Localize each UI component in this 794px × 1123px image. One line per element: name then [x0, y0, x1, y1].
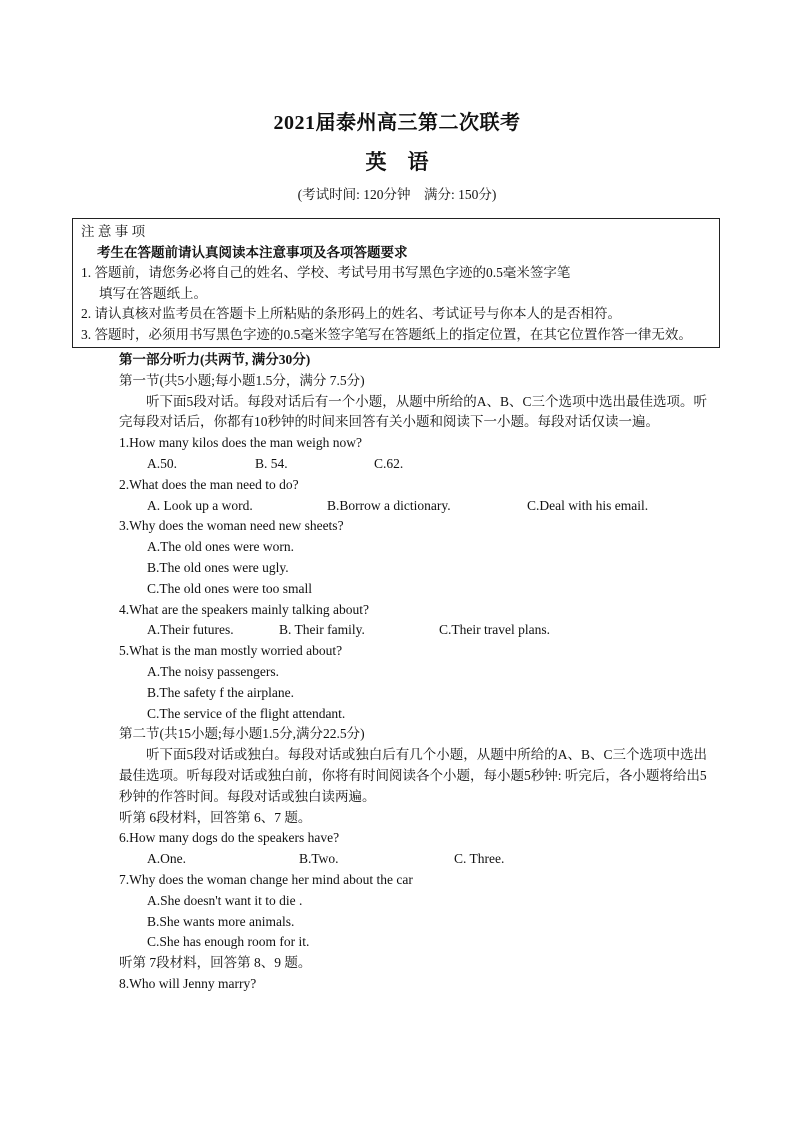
notice-subheading: 考生在答题前请认真阅读本注意事项及各项答题要求	[97, 244, 408, 260]
part1-heading: 第一部分听力(共两节, 满分30分)	[119, 352, 311, 367]
material-6-label: 听第 6段材料，回答第 6、7 题。	[119, 809, 312, 825]
question-1-options	[119, 454, 709, 475]
q3-option-a: A.The old ones were worn.	[147, 539, 294, 555]
notice-item-2: 2. 请认真核对监考员在答题卡上所粘贴的条形码上的姓名、考试证号与你本人的是否相符。	[81, 306, 621, 321]
q2-option-b: B.Borrow a dictionary.	[327, 497, 451, 513]
q1-option-c: C.62.	[374, 455, 404, 471]
question-4-options	[119, 620, 709, 641]
question-7: 7.Why does the woman change her mind about the car	[119, 871, 413, 887]
q7-option-b: B.She wants more animals.	[147, 913, 295, 929]
question-1: 1.How many kilos does the man weigh now?	[119, 435, 362, 451]
question-2: 2.What does the man need to do?	[119, 476, 299, 492]
question-6-options	[119, 849, 709, 870]
notice-box	[72, 218, 720, 348]
exam-title: 2021届泰州高三第二次联考	[273, 112, 521, 134]
q4-option-b: B. Their family.	[279, 622, 365, 638]
listening-section	[119, 350, 709, 995]
section2-heading: 第二节(共15小题;每小题1.5分,满分22.5分)	[119, 726, 365, 742]
subject-title: 英 语	[365, 150, 429, 174]
notice-item-1-cont: 填写在答题纸上。	[99, 285, 207, 301]
q4-option-c: C.Their travel plans.	[439, 622, 550, 638]
q3-option-c: C.The old ones were too small	[147, 580, 312, 596]
q6-option-b: B.Two.	[299, 851, 339, 867]
question-2-options	[119, 496, 709, 517]
q7-option-c: C.She has enough room for it.	[147, 934, 310, 950]
notice-item-3: 3. 答题时，必须用书写黑色字迹的0.5毫米签字笔写在答题纸上的指定位置，在其它位置作答一律无效。	[81, 326, 692, 342]
q4-option-a: A.Their futures.	[147, 622, 234, 638]
section2-instructions: 听下面5段对话或独白。每段对话或独白后有几个小题，从题中所给的A、B、C三个选项中选出最佳选项。听每段对话或独白前，你将有时间阅读各个小题，每小题5秒钟: 听完后，各小题将给出5秒钟的作答时间。每段对话或独白读两遍。	[119, 747, 708, 804]
question-5: 5.What is the man mostly worried about?	[119, 643, 343, 659]
q1-option-a: A.50.	[147, 455, 177, 471]
q5-option-c: C.The service of the flight attendant.	[147, 705, 346, 721]
exam-info: (考试时间: 120分钟 满分: 150分)	[297, 187, 497, 202]
q1-option-b: B. 54.	[255, 455, 288, 471]
q2-option-a: A. Look up a word.	[147, 497, 253, 513]
q3-option-b: B.The old ones were ugly.	[147, 559, 289, 575]
q6-option-c: C. Three.	[454, 851, 505, 867]
question-6: 6.How many dogs do the speakers have?	[119, 830, 340, 846]
q6-option-a: A.One.	[147, 851, 186, 867]
section1-heading: 第一节(共5小题;每小题1.5分，满分 7.5分)	[119, 372, 365, 388]
notice-heading: 注 意 事 项	[81, 224, 146, 239]
question-8: 8.Who will Jenny marry?	[119, 975, 257, 991]
notice-item-1: 1. 答题前，请您务必将自己的姓名、学校、考试号用书写黑色字迹的0.5毫米签字笔	[81, 265, 571, 280]
section1-instructions: 听下面5段对话。每段对话后有一个小题，从题中所给的A、B、C三个选项中选出最佳选项。听完每段对话后，你都有10秒钟的时间来回答有关小题和阅读下一小题。每段对话仅读一遍。	[119, 393, 708, 430]
q2-option-c: C.Deal with his email.	[527, 497, 649, 513]
question-4: 4.What are the speakers mainly talking about?	[119, 601, 370, 617]
question-3: 3.Why does the woman need new sheets?	[119, 518, 344, 534]
q5-option-a: A.The noisy passengers.	[147, 663, 279, 679]
q7-option-a: A.She doesn't want it to die .	[147, 892, 303, 908]
material-7-label: 听第 7段材料，回答第 8、9 题。	[119, 955, 312, 971]
q5-option-b: B.The safety f the airplane.	[147, 684, 294, 700]
